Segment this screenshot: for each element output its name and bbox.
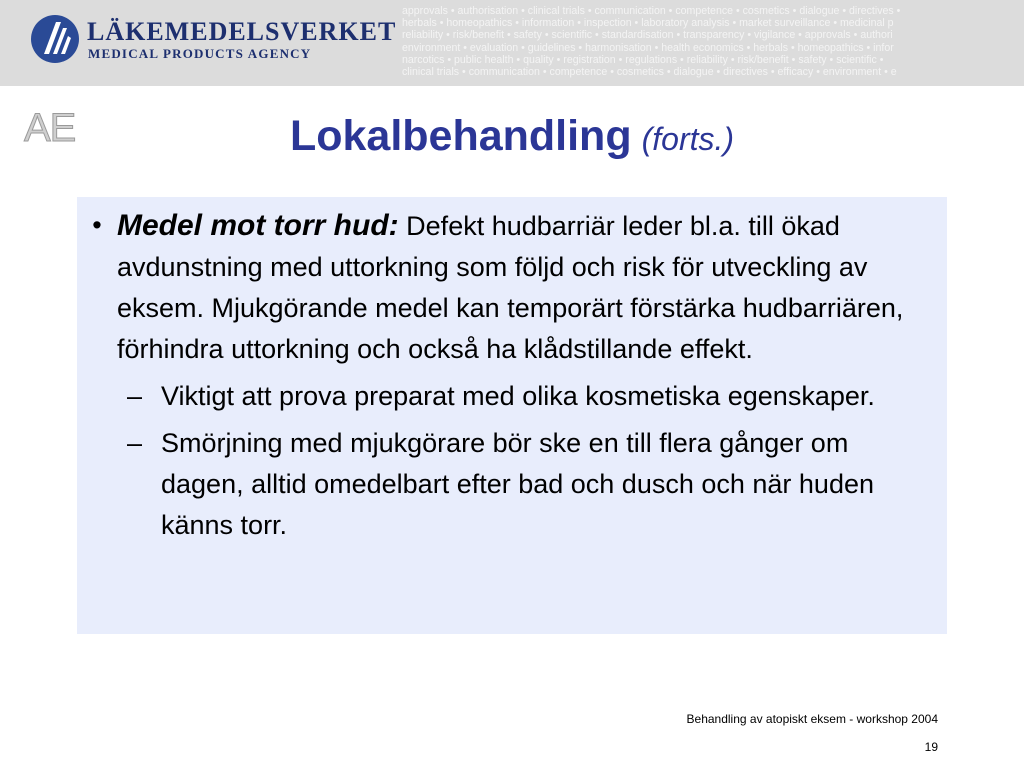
brand-name: LÄKEMEDELSVERKET bbox=[87, 17, 397, 46]
sub-bullet-dash: – bbox=[127, 381, 143, 411]
header-band bbox=[0, 0, 1024, 86]
keyword-watermark bbox=[402, 5, 1024, 78]
keyword-line: herbals • homeopathics • information • inspection • laboratory analysis • market surveillance • medicinal p bbox=[402, 17, 894, 30]
keyword-line: narcotics • public health • quality • registration • regulations • reliability • risk/benefit • safety • scientific • bbox=[402, 53, 884, 66]
sub-bullet-item bbox=[77, 423, 937, 546]
keyword-line: environment • evaluation • guidelines • harmonisation • health economics • herbals • homeopathics • infor bbox=[402, 41, 894, 54]
bullet-lead: Medel mot torr hud: bbox=[117, 209, 399, 242]
slide-title-main: Lokalbehandling bbox=[289, 112, 632, 160]
footer-note: Behandling av atopiskt eksem - workshop 2004 bbox=[686, 712, 938, 726]
keyword-line: approvals • authorisation • clinical trials • communication • competence • cosmetics • dialogue • directives • bbox=[402, 5, 901, 17]
keyword-line: clinical trials • communication • competence • cosmetics • dialogue • directives • efficacy • environment • e bbox=[402, 66, 897, 79]
agency-logo-icon bbox=[30, 14, 80, 64]
sub-bullet-text: Viktigt att prova preparat med olika kosmetiska egenskaper. bbox=[161, 381, 875, 411]
sub-bullet-item bbox=[77, 376, 937, 417]
page-number: 19 bbox=[924, 740, 938, 754]
ae-mark: AE bbox=[24, 106, 76, 150]
bullet-text: Defekt hudbarriär leder bl.a. till ökad avdunstning med uttorkning som följd och risk för utveckling av eksem. Mjukgörande medel kan temporärt förstärka hudbarriären, förhindra uttorkning och också ha klådstillande effekt. bbox=[117, 211, 904, 364]
content-box bbox=[77, 197, 947, 634]
sub-bullet-dash: – bbox=[127, 428, 143, 458]
slide-title-sub: (forts.) bbox=[641, 121, 735, 157]
bullet-mark: • bbox=[92, 210, 102, 240]
bullet-item bbox=[77, 205, 937, 370]
brand-subtitle: MEDICAL PRODUCTS AGENCY bbox=[88, 46, 312, 61]
keyword-line: reliability • risk/benefit • safety • scientific • standardisation • transparency • vigilance • approvals • authori bbox=[402, 29, 893, 42]
slide-title bbox=[0, 112, 1024, 161]
sub-bullet-text: Smörjning med mjukgörare bör ske en till flera gånger om dagen, alltid omedelbart efter bad och dusch och när huden känns torr. bbox=[161, 428, 874, 540]
